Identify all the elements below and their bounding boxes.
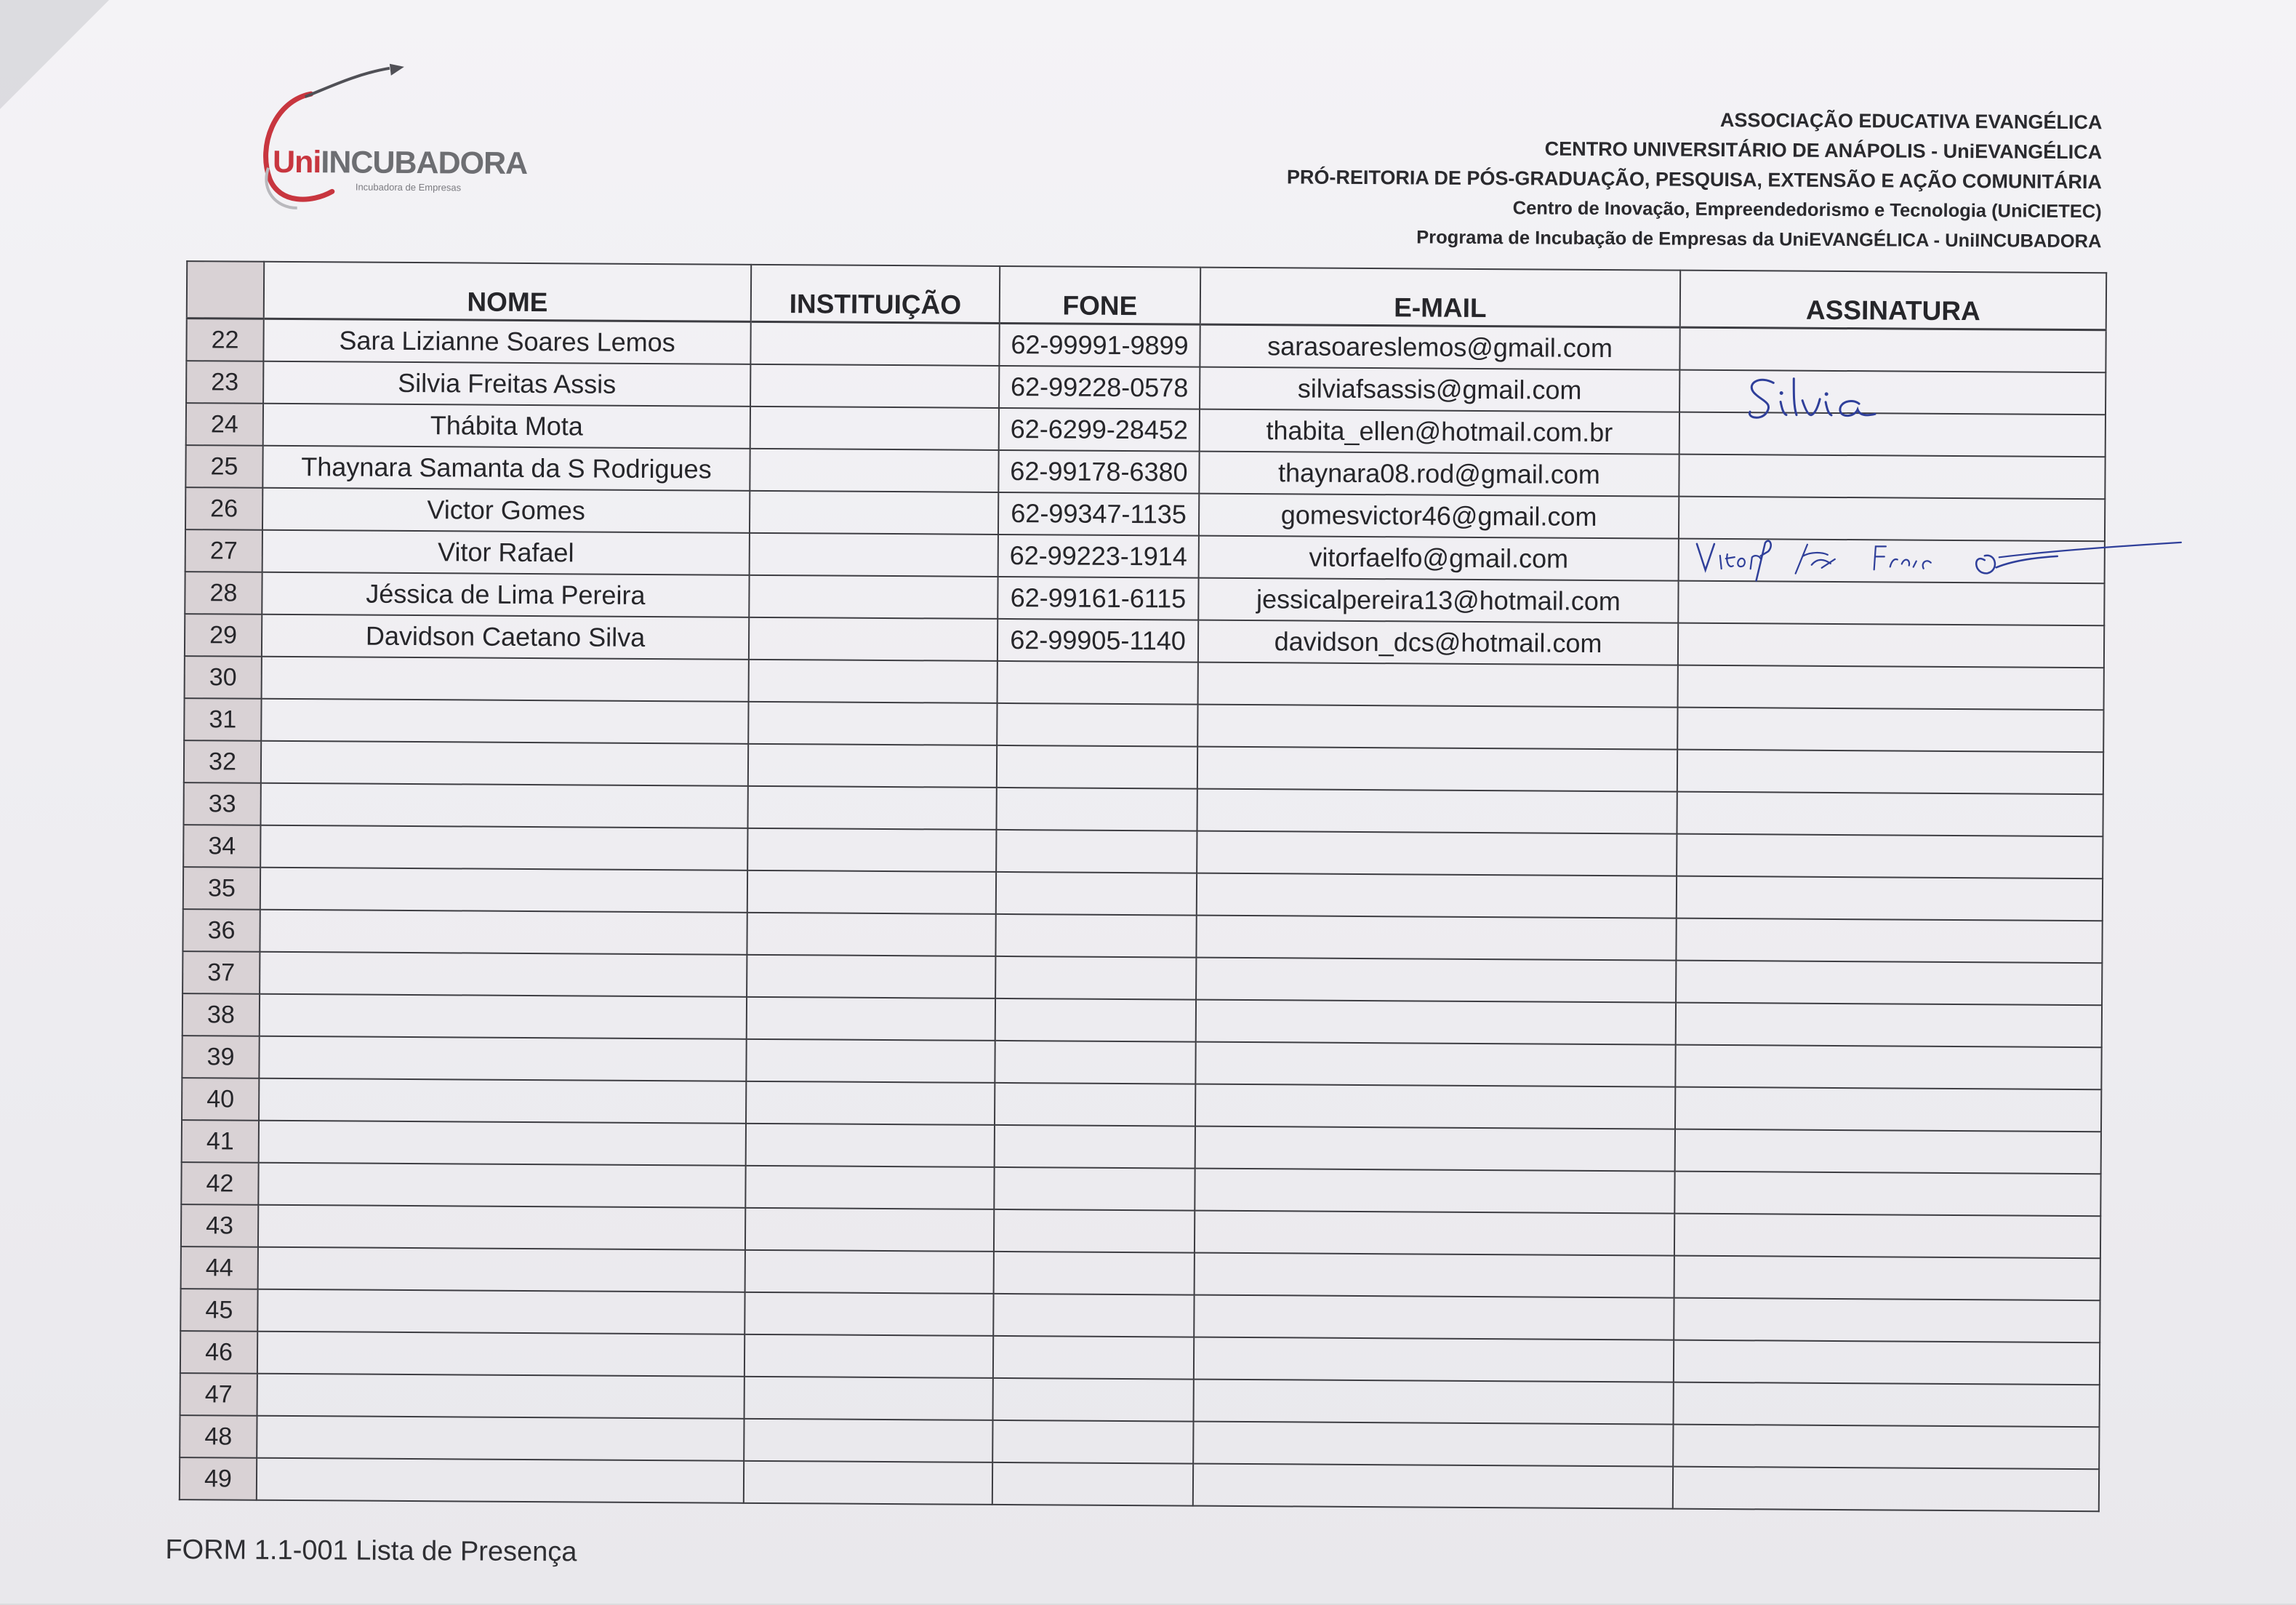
row-number-cell: 44 [181,1246,258,1289]
instituicao-cell [747,870,996,914]
logo-wordmark [273,145,527,182]
row-number-cell: 23 [186,361,263,404]
instituicao-cell [750,491,998,535]
row-number-cell: 22 [186,319,263,361]
nome-cell [257,1416,744,1461]
instituicao-cell [747,828,996,872]
email-cell: sarasoareslemos@gmail.com [1200,324,1679,370]
instituicao-cell [745,1208,994,1252]
instituicao-cell [749,660,998,703]
row-number-cell: 43 [181,1204,258,1247]
fone-cell [994,1209,1195,1253]
signature-cell [1677,792,2103,837]
instituicao-cell [744,1419,992,1462]
column-header-number [187,261,264,319]
nome-cell [260,868,747,913]
nome-cell [260,994,747,1039]
row-number-cell: 32 [184,740,261,783]
nome-cell: Sara Lizianne Soares Lemos [263,319,750,364]
signature-cell [1677,708,2103,753]
fone-cell [995,956,1196,1000]
instituicao-cell [747,913,995,956]
instituicao-cell [744,1461,992,1505]
instituicao-cell [749,575,998,619]
institution-header [1286,103,2102,257]
email-cell [1198,663,1678,708]
signature-cell [1674,1172,2100,1217]
nome-cell [259,1036,746,1081]
signature-cell [1677,876,2103,921]
nome-cell [261,699,748,744]
instituicao-cell [748,702,997,745]
nome-cell [260,783,747,828]
email-cell: jessicalpereira13@hotmail.com [1198,578,1678,623]
attendance-form [165,51,2123,1604]
column-header-email: E-MAIL [1200,268,1680,328]
row-number-cell: 26 [185,487,262,530]
fone-cell [993,1294,1194,1337]
nome-cell: Vitor Rafael [262,530,750,575]
row-number-cell: 34 [183,825,260,868]
column-header-assinatura: ASSINATURA [1680,271,2106,330]
email-cell [1195,1211,1674,1256]
instituicao-cell [745,1250,994,1294]
row-number-cell: 38 [182,993,260,1036]
nome-cell: Victor Gomes [262,488,750,533]
row-number-cell: 48 [180,1415,257,1458]
nome-cell [258,1247,745,1292]
signature-cell [1678,623,2104,668]
nome-cell [258,1163,745,1208]
fone-cell: 62-99161-6115 [998,577,1198,620]
email-cell [1195,1126,1675,1172]
column-header-fone: FONE [1000,266,1200,324]
attendance-table [179,260,2107,1512]
nome-cell [262,657,749,702]
instituicao-cell [744,1292,993,1336]
page-fold-shadow [0,0,109,109]
nome-cell [261,741,748,786]
nome-cell [257,1332,744,1377]
fone-cell [995,1041,1195,1084]
institution-line-2: CENTRO UNIVERSITÁRIO DE ANÁPOLIS - UniEVANGÉLICA [1544,137,2103,164]
instituicao-cell [744,1334,993,1378]
row-number-cell: 46 [180,1331,257,1374]
email-cell [1193,1464,1673,1509]
fone-cell: 62-6299-28452 [999,408,1200,452]
nome-cell: Thábita Mota [263,404,750,449]
instituicao-cell [750,449,998,492]
instituicao-cell [750,364,999,408]
row-number-cell: 36 [182,909,260,952]
email-cell: gomesvictor46@gmail.com [1199,494,1679,539]
fone-cell [994,1167,1195,1211]
fone-cell [995,998,1196,1042]
form-code-footer: FORM 1.1-001 Lista de Presença [165,1534,577,1568]
instituicao-cell [747,786,996,830]
fone-cell: 62-99228-0578 [999,366,1200,409]
row-number-cell: 40 [182,1078,259,1121]
signature-cell [1675,1087,2101,1132]
row-number-cell: 28 [185,572,262,615]
institution-line-3: PRÓ-REITORIA DE PÓS-GRADUAÇÃO, PESQUISA, EXTENSÃO E AÇÃO COMUNITÁRIA [1286,166,2103,193]
row-number-cell: 41 [182,1120,259,1163]
email-cell [1197,831,1677,876]
signature-cell [1675,1129,2101,1174]
institution-line-1: ASSOCIAÇÃO EDUCATIVA EVANGÉLICA [1719,108,2103,134]
nome-cell: Davidson Caetano Silva [262,615,749,660]
fone-cell [996,872,1197,916]
signature-cell [1679,370,2106,415]
instituicao-cell [750,321,999,366]
signature-cell [1679,412,2106,457]
signature-cell [1673,1425,2099,1470]
institution-line-4: Centro de Inovação, Empreendedorismo e Tecnologia (UniCIETEC) [1512,198,2102,223]
email-cell: thaynara08.rod@gmail.com [1199,452,1679,497]
row-number-cell: 25 [185,445,262,488]
row-number-cell: 37 [182,951,260,994]
instituicao-cell [747,997,995,1041]
signature-cell [1673,1467,2099,1512]
signature-cell [1678,665,2104,711]
signature-cell [1674,1214,2100,1259]
table-body [180,319,2106,1512]
fone-cell [997,745,1197,789]
instituicao-cell [745,1166,994,1209]
email-cell: thabita_ellen@hotmail.com.br [1200,409,1679,455]
fone-cell: 62-99347-1135 [998,492,1199,536]
fone-cell [998,661,1198,705]
signature-cell [1677,834,2103,879]
row-number-cell: 33 [184,783,261,825]
nome-cell [260,825,747,870]
signature-cell [1674,1340,2100,1385]
fone-cell [993,1336,1194,1380]
fone-cell [996,788,1197,831]
column-header-nome: NOME [264,262,751,322]
fone-cell [995,1083,1195,1126]
signature-cell [1679,539,2105,584]
instituicao-cell [748,744,997,788]
logo-uni-text: Uni [272,144,321,180]
fone-cell: 62-99178-6380 [998,450,1199,494]
email-cell [1195,1084,1675,1129]
institution-line-5: Programa de Incubação de Empresas da UniEVANGÉLICA - UniINCUBADORA [1416,227,2102,252]
row-number-cell: 35 [183,867,260,910]
nome-cell [259,1078,746,1124]
signature-cell [1674,1382,2100,1428]
row-number-cell: 47 [180,1373,257,1416]
signature-cell [1677,750,2103,795]
signature-cell [1676,961,2102,1006]
fone-cell: 62-99905-1140 [998,619,1198,663]
fone-cell [992,1462,1193,1506]
fone-cell [992,1420,1193,1464]
fone-cell: 62-99991-9899 [999,323,1200,367]
email-cell: silviafsassis@gmail.com [1200,367,1679,412]
email-cell [1197,705,1677,750]
email-cell [1194,1337,1674,1382]
nome-cell [260,952,747,997]
email-cell [1196,1000,1676,1045]
nome-cell [257,1289,744,1334]
fone-cell [997,703,1197,747]
row-number-cell: 31 [184,698,261,741]
email-cell [1197,789,1677,834]
instituicao-cell [746,1124,995,1167]
email-cell [1197,747,1677,792]
row-number-cell: 49 [180,1457,257,1500]
logo-swoosh-icon [217,58,494,227]
fone-cell [996,830,1197,873]
nome-cell: Silvia Freitas Assis [263,361,750,407]
email-cell [1194,1295,1674,1340]
signature-cell [1674,1256,2100,1301]
row-number-cell: 42 [181,1162,258,1205]
instituicao-cell [746,1039,995,1083]
row-number-cell: 27 [185,529,262,572]
email-cell [1196,958,1676,1003]
email-cell [1194,1380,1674,1425]
nome-cell [259,1121,746,1166]
row-number-cell: 45 [180,1289,257,1332]
row-number-cell: 30 [185,656,262,699]
fone-cell: 62-99223-1914 [998,535,1199,578]
signature-cell [1679,455,2105,500]
instituicao-cell [750,407,999,450]
nome-cell [260,910,747,955]
row-number-cell: 29 [185,614,262,657]
signature-cell [1676,918,2102,964]
instituicao-cell [744,1377,993,1420]
instituicao-cell [750,533,998,577]
uniincubadora-logo [217,58,528,227]
signature-cell [1676,1003,2102,1048]
instituicao-cell [746,1081,995,1125]
email-cell [1195,1169,1674,1214]
row-number-cell: 39 [182,1036,259,1078]
nome-cell: Jéssica de Lima Pereira [262,572,749,617]
signature-cell [1678,581,2104,626]
email-cell [1193,1422,1673,1467]
nome-cell: Thaynara Samanta da S Rodrigues [262,446,750,491]
nome-cell [258,1205,745,1250]
fone-cell [993,1378,1194,1422]
email-cell [1195,1253,1674,1298]
fone-cell [995,914,1196,958]
signature-cell [1675,1045,2101,1090]
fone-cell [994,1252,1195,1295]
nome-cell [257,1374,744,1419]
instituicao-cell [749,617,998,661]
email-cell [1195,1042,1675,1087]
email-cell [1197,873,1677,918]
instituicao-cell [747,955,995,998]
nome-cell [257,1458,744,1503]
fone-cell [995,1125,1195,1169]
signature-cell [1674,1298,2100,1343]
email-cell: vitorfaelfo@gmail.com [1199,536,1679,581]
email-cell: davidson_dcs@hotmail.com [1198,620,1678,665]
column-header-instituicao: INSTITUIÇÃO [751,265,1000,324]
email-cell [1196,916,1676,961]
row-number-cell: 24 [186,403,263,446]
logo-incubadora-text: INCUBADORA [321,145,528,181]
logo-tagline: Incubadora de Empresas [355,181,462,193]
